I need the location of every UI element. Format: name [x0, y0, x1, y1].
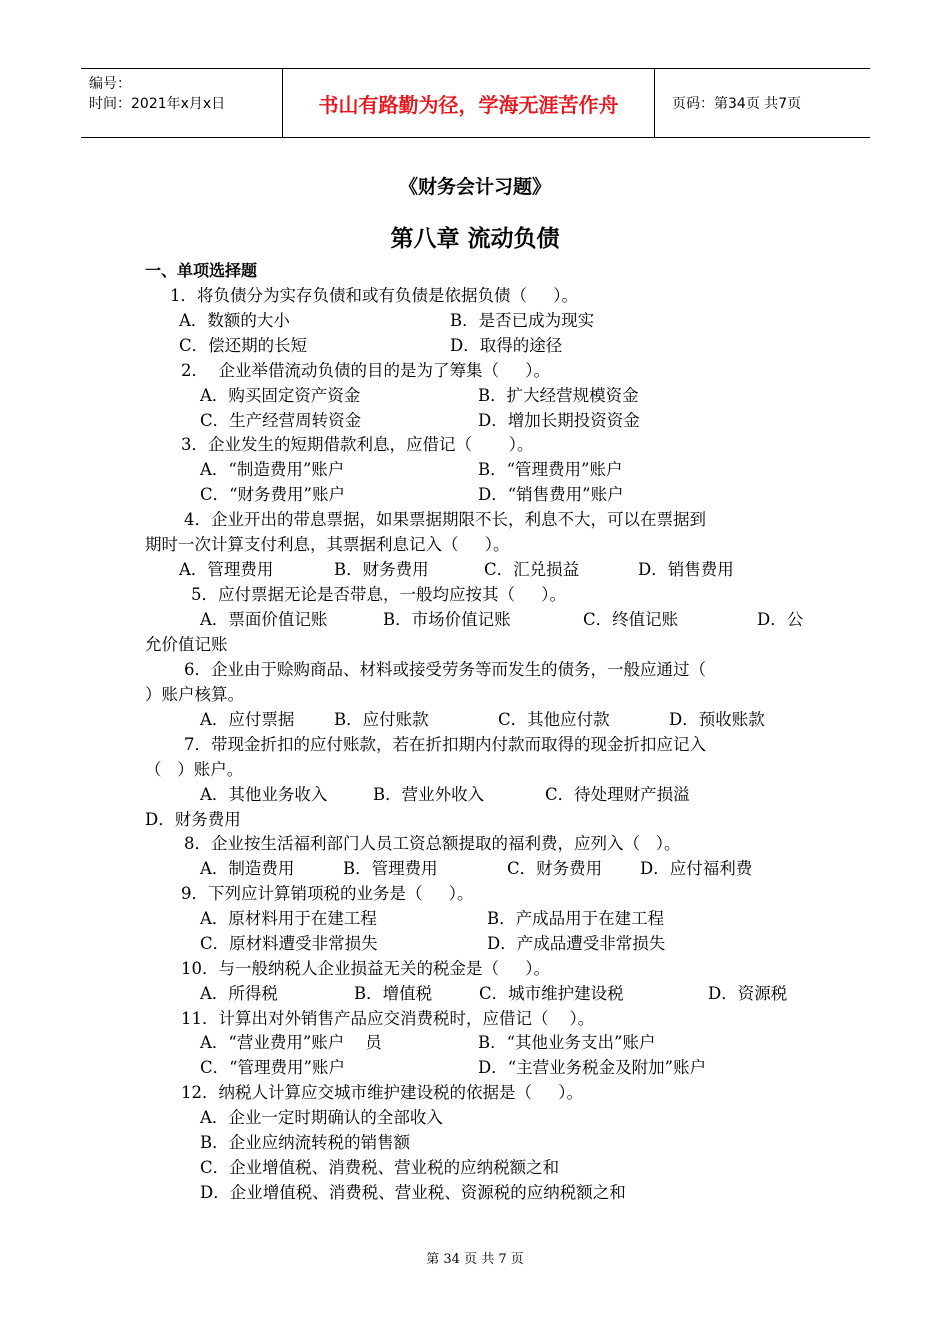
option-9b: B．产成品用于在建工程	[487, 909, 665, 928]
page-footer: 第 34 页 共 7 页	[426, 1252, 524, 1267]
option-3d: D．“销售费用”账户	[478, 485, 624, 504]
question-5: 5．应付票据无论是否带息，一般均应按其（ ）。	[191, 585, 566, 604]
header-divider	[654, 69, 655, 137]
option-7b: B．营业外收入	[373, 785, 485, 804]
option-4b: B．财务费用	[334, 560, 429, 579]
chapter-title: 第八章 流动负债	[390, 225, 560, 252]
option-3a: A．“制造费用”账户	[200, 460, 345, 479]
option-1c: C．偿还期的长短	[179, 336, 308, 355]
option-1a: A．数额的大小	[179, 311, 290, 330]
option-10d: D．资源税	[708, 984, 788, 1003]
question-4: 4．企业开出的带息票据，如果票据期限不长，利息不大，可以在票据到	[184, 510, 706, 529]
option-5a: A．票面价值记账	[200, 610, 328, 629]
option-10a: A．所得税	[200, 984, 278, 1003]
question-9: 9．下列应计算销项税的业务是（ ）。	[181, 884, 474, 903]
option-6a: A．应付票据	[200, 710, 295, 729]
option-1d: D．取得的途径	[450, 336, 563, 355]
option-8a: A．制造费用	[200, 859, 295, 878]
option-7c: C．待处理财产损溢	[545, 785, 690, 804]
option-11d: D．“主营业务税金及附加”账户	[478, 1058, 707, 1077]
document-title: 《财务会计习题》	[398, 176, 551, 198]
option-11b: B．“其他业务支出”账户	[478, 1033, 656, 1052]
option-12b: B．企业应纳流转税的销售额	[200, 1133, 411, 1152]
option-5d: D．公	[757, 610, 804, 629]
option-5b: B．市场价值记账	[383, 610, 511, 629]
option-8d: D．应付福利费	[640, 859, 753, 878]
question-7-cont: （ ）账户。	[145, 760, 244, 779]
section-heading: 一、单项选择题	[145, 261, 258, 280]
option-7a: A．其他业务收入	[200, 785, 328, 804]
header-motto: 书山有路勤为径，学海无涯苦作舟	[318, 92, 619, 117]
option-3b: B．“管理费用”账户	[478, 460, 623, 479]
option-7d: D．财务费用	[145, 810, 241, 829]
question-1: 1．将负债分为实存负债和或有负债是依据负债（ ）。	[170, 286, 578, 305]
option-2a: A．购买固定资产资金	[200, 386, 361, 405]
option-11a: A．“营业费用”账户 员	[200, 1033, 382, 1052]
question-11: 11．计算出对外销售产品应交消费税时，应借记（ ）。	[181, 1009, 595, 1028]
option-9d: D．产成品遭受非常损失	[487, 934, 666, 953]
question-4-cont: 期时一次计算支付利息，其票据利息记入（ ）。	[145, 535, 510, 554]
option-8c: C．财务费用	[507, 859, 603, 878]
option-8b: B．管理费用	[343, 859, 438, 878]
option-4d: D．销售费用	[638, 560, 734, 579]
question-2: 2． 企业举借流动负债的目的是为了筹集（ ）。	[181, 361, 550, 380]
option-6b: B．应付账款	[334, 710, 429, 729]
option-2b: B．扩大经营规模资金	[478, 386, 639, 405]
option-2c: C．生产经营周转资金	[200, 411, 362, 430]
page-label: 页码：第34页 共7页	[672, 96, 802, 112]
option-10c: C．城市维护建设税	[479, 984, 624, 1003]
option-4a: A．管理费用	[179, 560, 274, 579]
option-2d: D．增加长期投资资金	[478, 411, 640, 430]
question-8: 8．企业按生活福利部门人员工资总额提取的福利费，应列入（ ）。	[184, 834, 681, 853]
option-5c: C．终值记账	[583, 610, 679, 629]
page-header	[81, 68, 870, 138]
option-9a: A．原材料用于在建工程	[200, 909, 377, 928]
option-12c: C．企业增值税、消费税、营业税的应纳税额之和	[200, 1158, 560, 1177]
question-3: 3．企业发生的短期借款利息，应借记（ ）。	[181, 435, 534, 454]
option-4c: C．汇兑损益	[484, 560, 580, 579]
time-label: 时间：2021年x月x日	[89, 96, 226, 112]
question-7: 7．带现金折扣的应付账款，若在折扣期内付款而取得的现金折扣应记入	[184, 735, 706, 754]
question-10: 10．与一般纳税人企业损益无关的税金是（ ）。	[181, 959, 550, 978]
number-label: 编号：	[89, 76, 131, 92]
question-6-cont: ）账户核算。	[145, 685, 244, 704]
header-meta	[81, 69, 282, 137]
option-3c: C．“财务费用”账户	[200, 485, 345, 504]
option-9c: C．原材料遭受非常损失	[200, 934, 378, 953]
option-1b: B．是否已成为现实	[450, 311, 595, 330]
option-12a: A．企业一定时期确认的全部收入	[200, 1108, 443, 1127]
option-12d: D．企业增值税、消费税、营业税、资源税的应纳税额之和	[200, 1183, 626, 1202]
option-11c: C．“管理费用”账户	[200, 1058, 345, 1077]
question-6: 6．企业由于赊购商品、材料或接受劳务等而发生的债务，一般应通过（	[184, 660, 706, 679]
option-10b: B．增值税	[354, 984, 433, 1003]
question-12: 12．纳税人计算应交城市维护建设税的依据是（ ）。	[181, 1083, 583, 1102]
option-6c: C．其他应付款	[498, 710, 610, 729]
option-5d-cont: 允价值记账	[145, 635, 228, 654]
option-6d: D．预收账款	[669, 710, 765, 729]
